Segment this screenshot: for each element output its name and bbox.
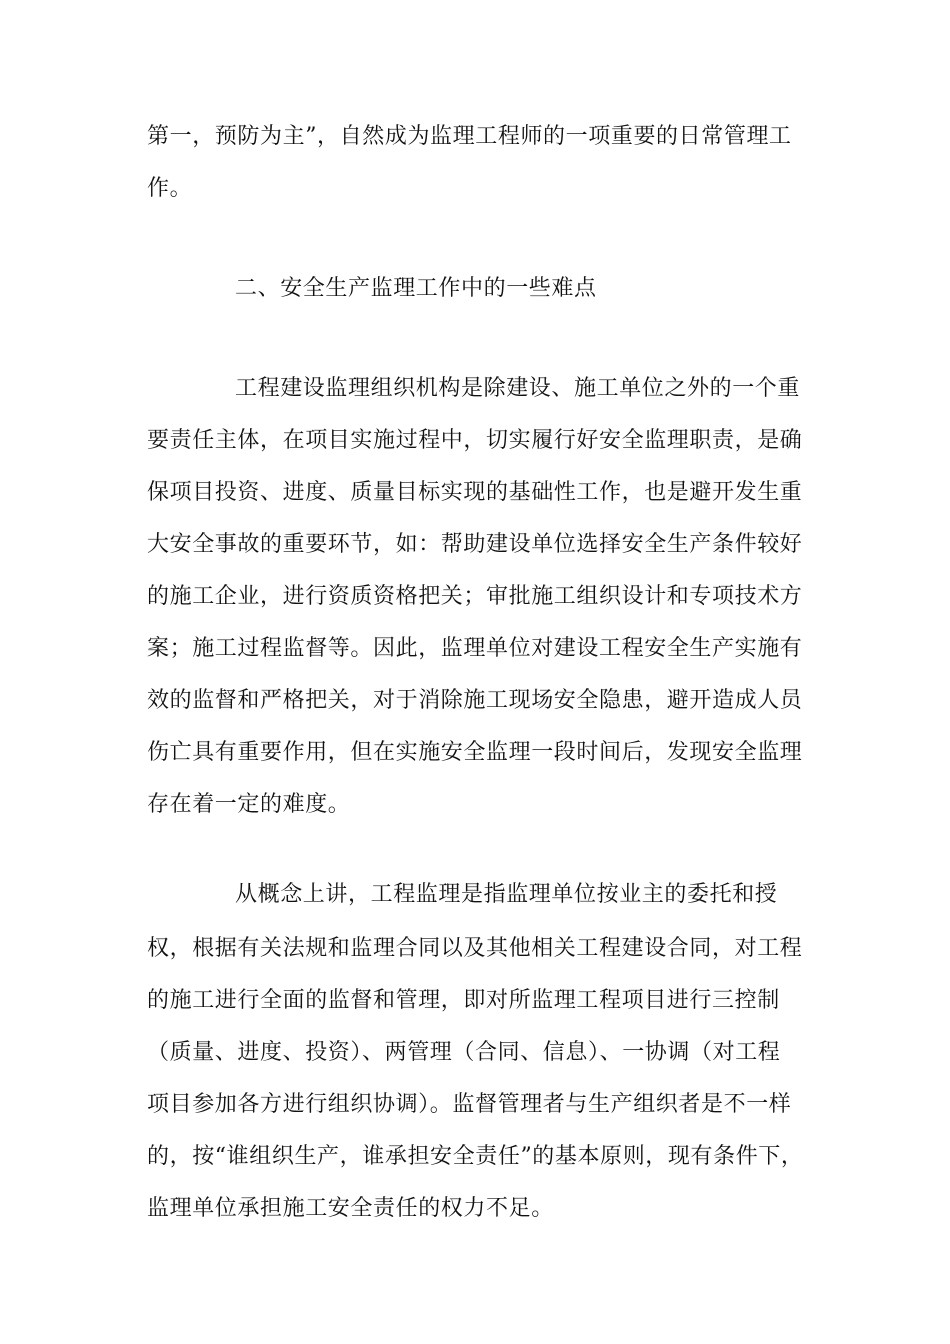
paragraph-2-line-6: 案；施工过程监督等。因此，监理单位对建设工程安全生产实施有 [147, 636, 803, 661]
paragraph-2-line-8: 伤亡具有重要作用，但在实施安全监理一段时间后，发现安全监理 [147, 740, 803, 765]
paragraph-2-line-4: 大安全事故的重要环节，如：帮助建设单位选择安全生产条件较好 [147, 532, 803, 557]
paragraph-3-line-1: 从概念上讲，工程监理是指监理单位按业主的委托和授 [235, 882, 778, 907]
paragraph-3-line-4: （质量、进度、投资）、两管理（合同、信息）、一协调（对工程 [147, 1040, 781, 1065]
paragraph-3-line-6: 的，按“谁组织生产，谁承担安全责任”的基本原则，现有条件下， [147, 1144, 804, 1169]
paragraph-3-line-3: 的施工进行全面的监督和管理，即对所监理工程项目进行三控制 [147, 988, 780, 1013]
paragraph-2-line-1: 工程建设监理组织机构是除建设、施工单位之外的一个重 [235, 376, 801, 401]
paragraph-3-line-7: 监理单位承担施工安全责任的权力不足。 [147, 1196, 554, 1221]
paragraph-1-line-1: 第一，预防为主”，自然成为监理工程师的一项重要的日常管理工 [147, 124, 792, 149]
paragraph-2-line-9: 存在着一定的难度。 [147, 792, 351, 817]
paragraph-2-line-3: 保项目投资、进度、质量目标实现的基础性工作，也是避开发生重 [147, 480, 803, 505]
paragraph-2-line-2: 要责任主体，在项目实施过程中，切实履行好安全监理职责，是确 [147, 428, 803, 453]
paragraph-3-line-5: 项目参加各方进行组织协调）。监督管理者与生产组织者是不一样 [147, 1092, 792, 1117]
section-heading: 二、安全生产监理工作中的一些难点 [235, 276, 597, 301]
paragraph-2-line-7: 效的监督和严格把关，对于消除施工现场安全隐患，避开造成人员 [147, 688, 803, 713]
paragraph-2-line-5: 的施工企业，进行资质资格把关；审批施工组织设计和专项技术方 [147, 584, 803, 609]
paragraph-3-line-2: 权，根据有关法规和监理合同以及其他相关工程建设合同，对工程 [147, 936, 803, 961]
paragraph-1-line-2: 作。 [147, 176, 193, 201]
